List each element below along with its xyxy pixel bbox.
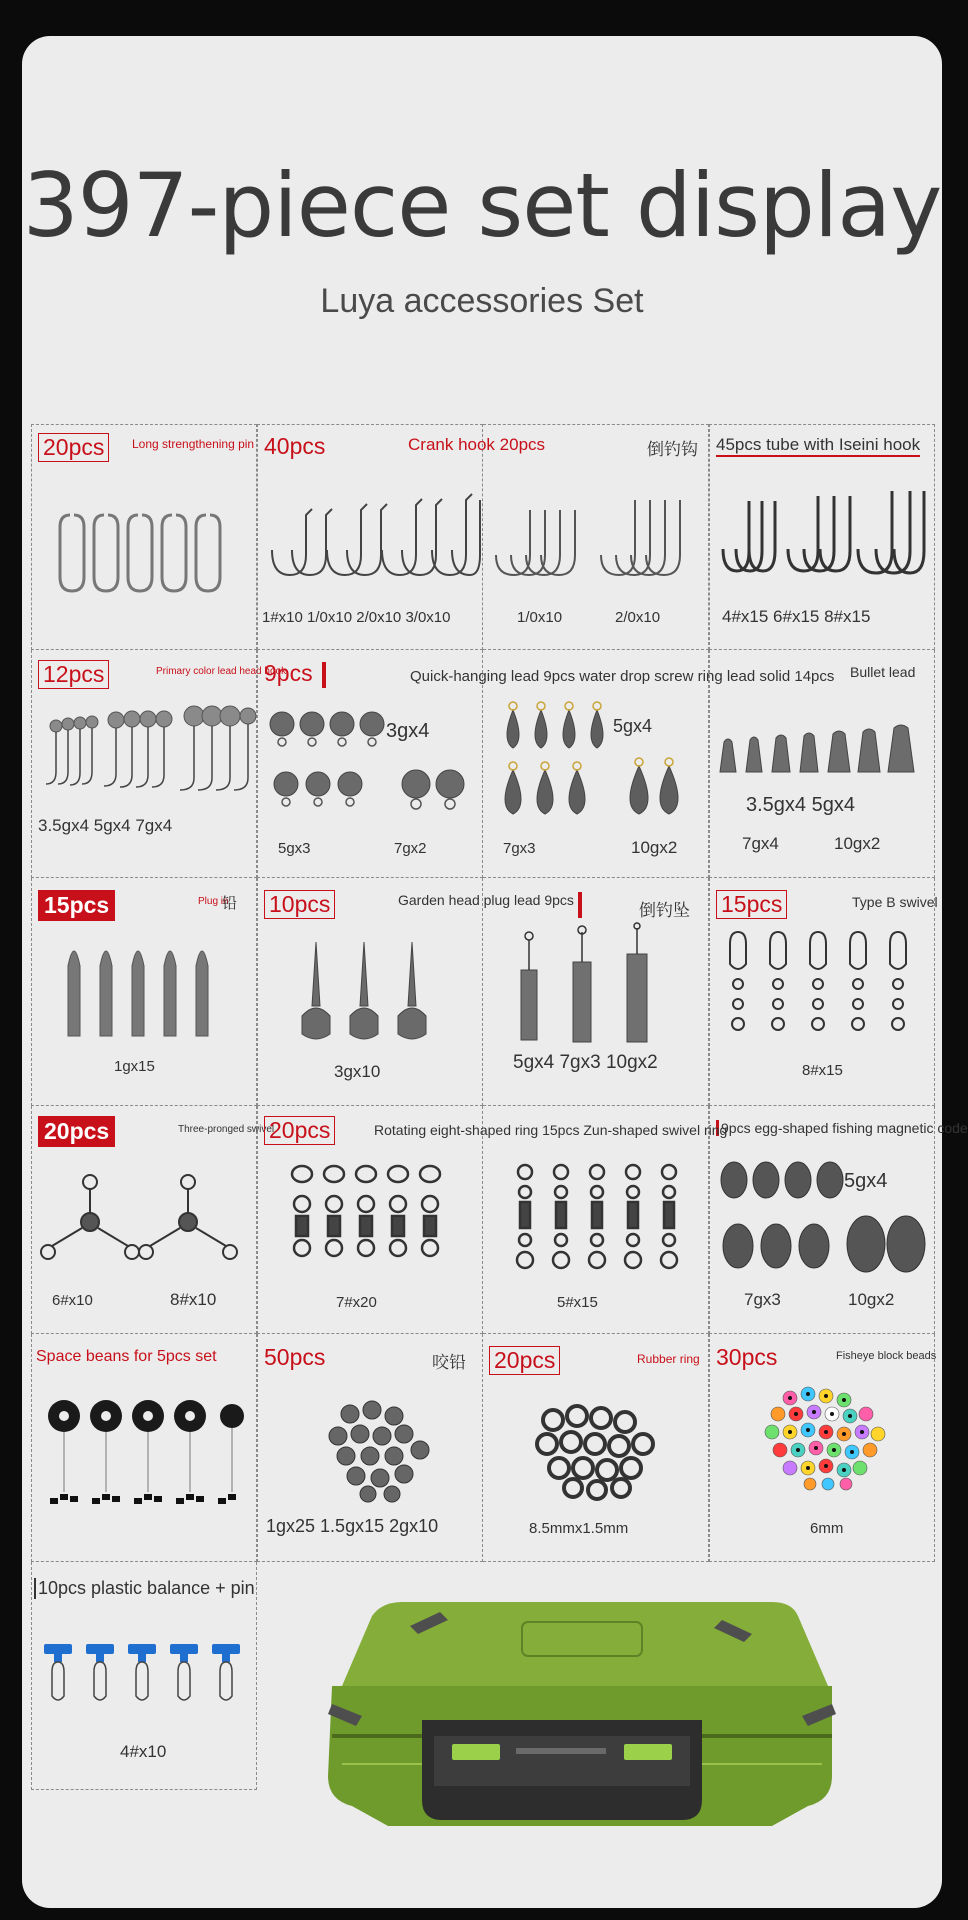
cell-tube-hook <box>709 424 935 650</box>
item-caption: 3gx4 <box>386 720 430 742</box>
item-label: Plug in <box>198 896 229 907</box>
tackle-box-image <box>302 1586 862 1846</box>
cell-barb-sinker <box>483 878 709 1106</box>
item-label: 45pcs tube with Iseini hook <box>716 435 920 457</box>
item-label: 9pcs egg-shaped fishing magnetic code <box>716 1120 968 1136</box>
item-label: Three-pronged swivel <box>178 1124 275 1135</box>
plastic-balance-icon <box>44 1640 244 1720</box>
cell-fisheye-beads <box>709 1334 935 1562</box>
item-caption: 3.5gx4 5gx4 7gx4 <box>38 816 173 835</box>
item-caption: 5gx4 7gx3 10gx2 <box>513 1052 658 1073</box>
round-sinker-icon <box>266 704 466 834</box>
item-label: Quick-hanging lead 9pcs water drop screw ring lead solid 14pcs <box>410 668 835 685</box>
item-caption: 8#x10 <box>170 1290 217 1309</box>
item-label: 10pcs plastic balance + pin <box>34 1578 255 1599</box>
swivel-ring-icon <box>290 1164 450 1274</box>
pcs-badge: 15pcs <box>716 890 787 919</box>
space-bean-icon <box>44 1386 244 1526</box>
plug-sinker-icon <box>58 932 238 1042</box>
item-caption: 8.5mmx1.5mm <box>529 1520 629 1537</box>
hook-icon <box>491 495 701 585</box>
item-caption: 5gx3 <box>278 840 311 857</box>
split-shot-icon <box>320 1394 440 1504</box>
cell-garden-head-lead <box>257 878 574 1106</box>
item-caption: 1gx25 1.5gx15 2gx10 <box>266 1516 439 1536</box>
cell-lead-head-hook <box>31 650 287 878</box>
pcs-badge: 12pcs <box>38 660 109 689</box>
item-caption: 1#x10 1/0x10 2/0x10 3/0x10 <box>262 609 451 626</box>
item-caption: 7gx4 <box>742 834 779 853</box>
egg-sinker-icon <box>716 1160 926 1280</box>
item-caption: 7gx3 <box>744 1290 781 1309</box>
pcs-badge: 20pcs <box>489 1346 560 1375</box>
fisheye-bead-icon <box>760 1384 890 1494</box>
item-caption: 4#x15 6#x15 8#x15 <box>722 607 871 626</box>
cell-rubber-ring <box>483 1334 709 1562</box>
hook-icon <box>718 489 928 589</box>
item-caption: 1/0x10 <box>517 609 563 626</box>
cell-space-beans <box>31 1334 257 1562</box>
crank-hook-icon <box>262 495 482 585</box>
item-label: Crank hook 20pcs <box>408 435 546 454</box>
cell-type-b-swivel <box>709 878 938 1106</box>
page-subtitle: Luya accessories Set <box>320 282 644 320</box>
pcs-badge: 10pcs <box>264 890 335 919</box>
pcs-badge: 20pcs <box>38 1116 115 1147</box>
item-caption: 10gx2 <box>834 834 881 853</box>
pcs-badge: 15pcs <box>38 890 115 921</box>
safety-pin-icon <box>52 505 232 615</box>
item-label: 咬铅 <box>432 1353 466 1372</box>
item-caption: 3gx10 <box>334 1062 381 1081</box>
item-caption: 7gx2 <box>394 840 427 857</box>
item-label: Primary color lead head hook <box>156 666 287 677</box>
item-label: Rubber ring <box>637 1352 700 1366</box>
item-caption: 8#x15 <box>802 1062 843 1079</box>
cell-plug-lead <box>31 878 257 1106</box>
item-caption: 6#x10 <box>52 1292 93 1309</box>
item-caption: 5gx4 <box>844 1170 888 1192</box>
cell-crank-hook <box>257 424 546 650</box>
item-label: Type B swivel <box>852 894 938 910</box>
pcs-badge: 20pcs <box>38 433 109 462</box>
cell-rotating-ring <box>257 1106 483 1334</box>
item-caption: 10gx2 <box>631 838 678 857</box>
page-title: 397-piece set display <box>22 154 942 257</box>
pcs-badge: 9pcs <box>264 660 313 686</box>
item-caption: 4#x10 <box>120 1742 167 1761</box>
drop-sinker-icon <box>493 700 693 830</box>
item-label: 倒钓钩 <box>647 440 698 459</box>
item-label: Garden head plug lead 9pcs <box>398 892 574 908</box>
swivel-icon <box>728 928 918 1058</box>
bullet-sinker-icon <box>716 722 926 782</box>
item-label: Bullet lead <box>850 664 916 680</box>
item-label: Space beans for 5pcs set <box>36 1348 217 1365</box>
item-caption: 10gx2 <box>848 1290 895 1309</box>
product-card <box>22 36 968 1908</box>
cell-split-shot <box>257 1334 483 1562</box>
accent-bar <box>322 662 326 688</box>
item-caption: 2/0x10 <box>615 609 661 626</box>
swivel-icon <box>511 1162 681 1282</box>
item-caption: 5gx4 <box>613 716 653 736</box>
stick-sinker-icon <box>513 922 673 1052</box>
cell-swivel-ring <box>483 1106 709 1334</box>
item-caption: 1gx15 <box>114 1058 155 1075</box>
tungsten-head-icon <box>294 936 454 1046</box>
cell-barb-hook <box>483 424 709 650</box>
item-caption: 7gx3 <box>503 840 536 857</box>
item-caption: 7#x20 <box>336 1294 377 1311</box>
pcs-badge: 20pcs <box>264 1116 335 1145</box>
item-label: Long strengthening pin <box>132 437 255 451</box>
item-caption: 6mm <box>810 1520 844 1537</box>
cell-long-pin <box>31 424 257 650</box>
item-label: 铅 <box>222 895 238 912</box>
jig-head-icon <box>36 706 256 806</box>
pcs-badge: 40pcs <box>264 433 326 459</box>
item-caption: 3.5gx4 5gx4 <box>746 794 855 816</box>
pcs-badge: 30pcs <box>716 1344 778 1370</box>
accent-bar <box>578 892 582 918</box>
cell-egg-sinker <box>709 1106 968 1334</box>
cell-three-way-swivel <box>31 1106 275 1334</box>
three-way-swivel-icon <box>38 1172 238 1282</box>
item-label: 倒钓坠 <box>639 901 690 920</box>
cell-plastic-balance <box>31 1562 257 1790</box>
pcs-badge: 50pcs <box>264 1344 326 1370</box>
rubber-ring-icon <box>533 1400 663 1500</box>
item-caption: 5#x15 <box>557 1294 598 1311</box>
item-label: Fisheye block beads <box>836 1350 937 1362</box>
item-label: Rotating eight-shaped ring 15pcs Zun-shaped swivel ring <box>374 1122 728 1138</box>
